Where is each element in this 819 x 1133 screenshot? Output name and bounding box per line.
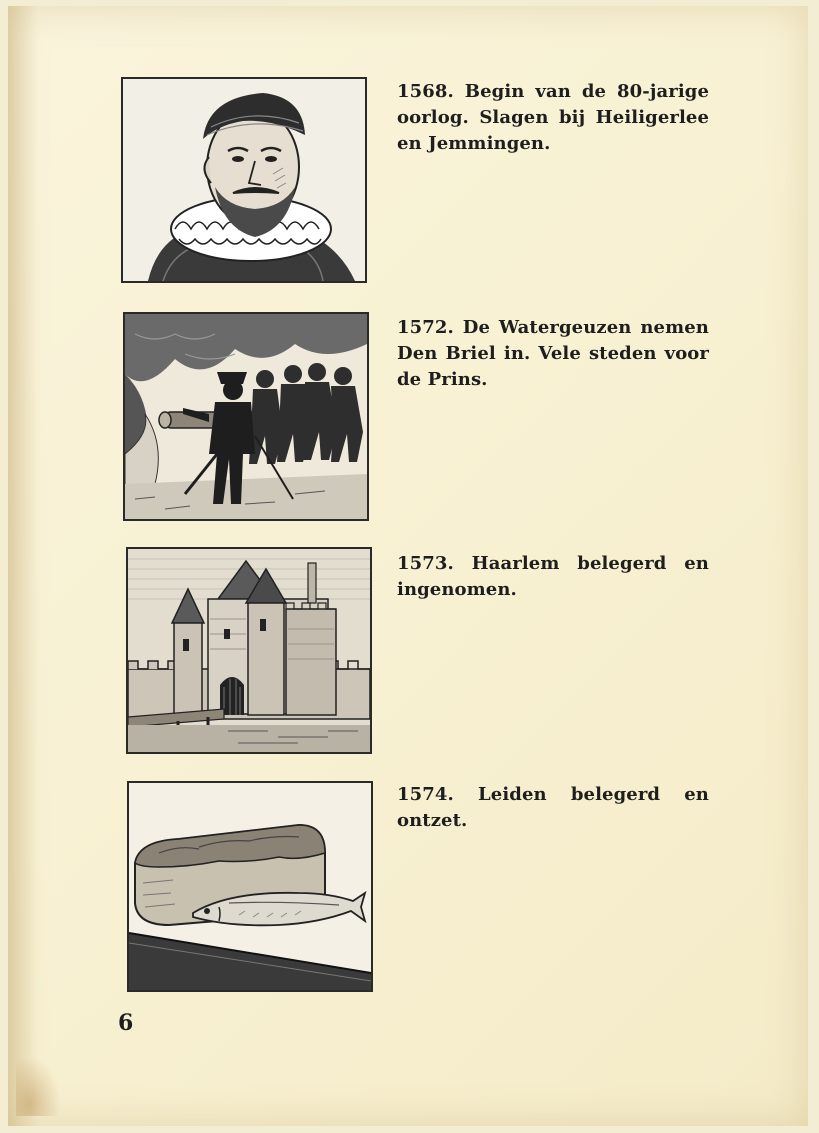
bread-herring-drawing (129, 783, 371, 990)
paper-stain (16, 1056, 61, 1116)
entry-caption-1573: 1573. Haarlem belegerd en ingenomen. (397, 553, 709, 600)
entry-caption-1574: 1574. Leiden belegerd en ontzet. (397, 784, 709, 831)
portrait-drawing (123, 79, 365, 281)
haarlem-gate-illustration (126, 547, 372, 754)
haarlem-gate-drawing (128, 549, 370, 752)
bread-herring-illustration (127, 781, 373, 992)
watergeuzen-drawing (125, 314, 367, 519)
portrait-illustration (121, 77, 367, 283)
watergeuzen-illustration (123, 312, 369, 521)
entry-caption-1572: 1572. De Watergeuzen nemen Den Briel in. Vele steden voor de Prins. (397, 317, 709, 390)
entry-caption-1568: 1568. Begin van de 80-jarige oorlog. Slagen bij Heiligerlee en Jemmingen. (397, 81, 709, 154)
page-number: 6 (118, 1010, 134, 1036)
